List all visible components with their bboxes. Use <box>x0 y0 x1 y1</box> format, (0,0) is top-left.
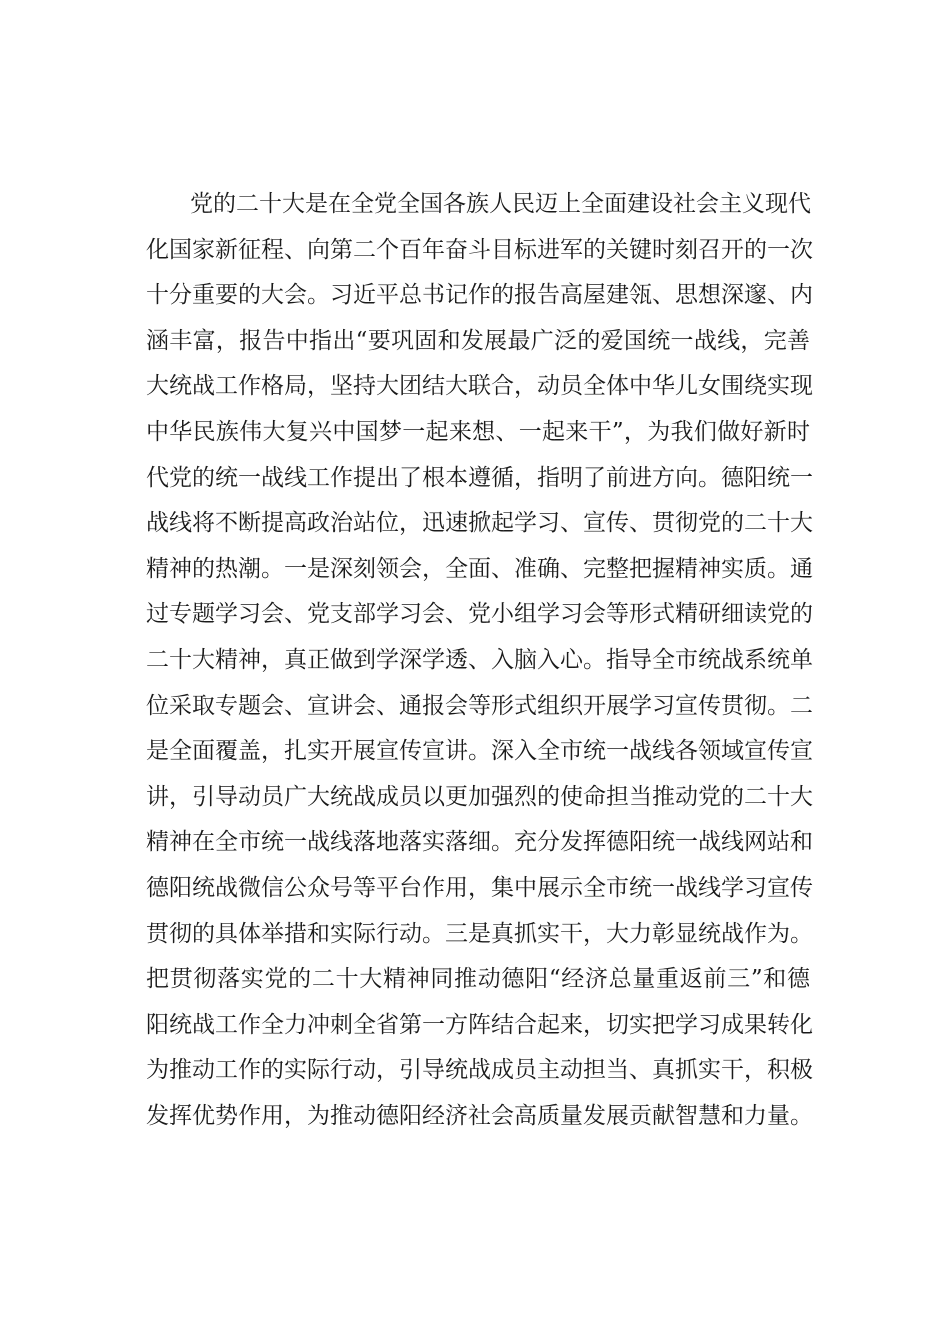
paragraph-line: 党的二十大是在全党全国各族人民迈上全面建设社会主义现代 <box>190 191 811 217</box>
paragraph-line: 阳统战工作全力冲刺全省第一方阵结合起来，切实把学习成果转化 <box>146 1011 813 1038</box>
paragraph-line: 战线将不断提高政治站位，迅速掀起学习、宣传、贯彻党的二十大 <box>146 510 813 537</box>
paragraph-line: 涵丰富，报告中指出“要巩固和发展最广泛的爱国统一战线，完善 <box>146 327 810 354</box>
paragraph-line: 二十大精神，真正做到学深学透、入脑入心。指导全市统战系统单 <box>146 646 813 673</box>
paragraph-line: 代党的统一战线工作提出了根本遵循，指明了前进方向。德阳统一 <box>146 464 813 491</box>
paragraph-line: 讲，引导动员广大统战成员以更加强烈的使命担当推动党的二十大 <box>146 783 813 810</box>
paragraph-line: 发挥优势作用，为推动德阳经济社会高质量发展贡献智慧和力量。 <box>146 1102 813 1129</box>
paragraph-line: 是全面覆盖，扎实开展宣传宣讲。深入全市统一战线各领域宣传宣 <box>146 738 813 765</box>
paragraph-line: 精神在全市统一战线落地落实落细。充分发挥德阳统一战线网站和 <box>146 829 813 856</box>
paragraph-line: 位采取专题会、宣讲会、通报会等形式组织开展学习宣传贯彻。二 <box>146 692 813 719</box>
paragraph-line: 贯彻的具体举措和实际行动。三是真抓实干，大力彰显统战作为。 <box>146 920 813 947</box>
paragraph-line: 为推动工作的实际行动，引导统战成员主动担当、真抓实干，积极 <box>146 1057 813 1084</box>
paragraph-line: 大统战工作格局，坚持大团结大联合，动员全体中华儿女围绕实现 <box>146 373 813 400</box>
paragraph-line: 过专题学习会、党支部学习会、党小组学习会等形式精研细读党的 <box>146 601 813 628</box>
paragraph-line: 十分重要的大会。习近平总书记作的报告高屋建瓴、思想深邃、内 <box>146 282 813 309</box>
paragraph-line: 精神的热潮。一是深刻领会，全面、准确、完整把握精神实质。通 <box>146 555 813 582</box>
paragraph-line: 中华民族伟大复兴中国梦一起来想、一起来干”，为我们做好新时 <box>146 418 810 445</box>
body-paragraph <box>146 182 813 1139</box>
paragraph-line: 化国家新征程、向第二个百年奋斗目标进军的关键时刻召开的一次 <box>146 236 813 263</box>
paragraph-line: 把贯彻落实党的二十大精神同推动德阳“经济总量重返前三”和德 <box>146 966 810 993</box>
paragraph-line: 德阳统战微信公众号等平台作用，集中展示全市统一战线学习宣传 <box>146 874 813 901</box>
